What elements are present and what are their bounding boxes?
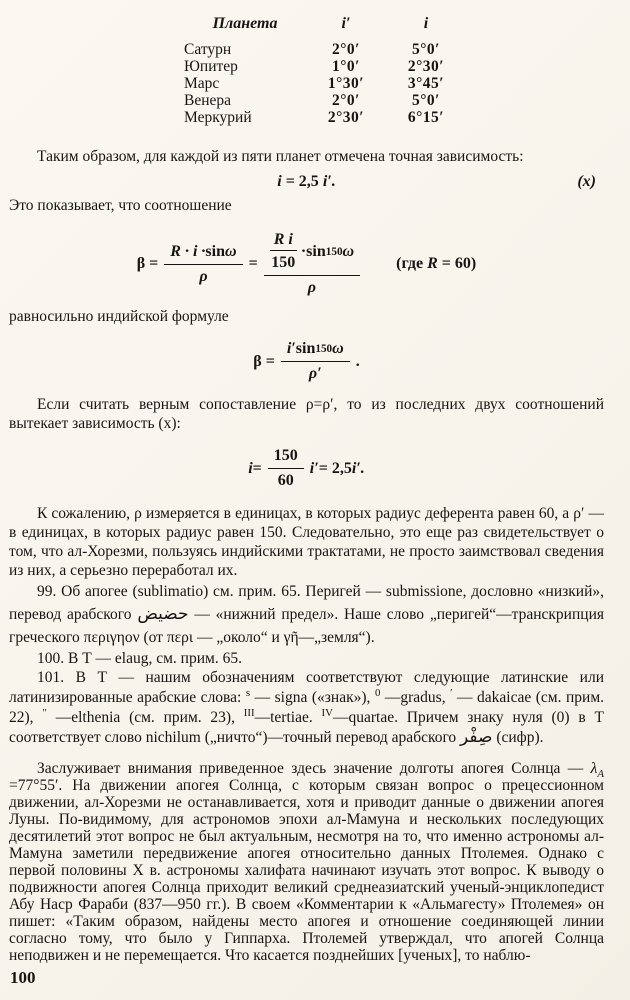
table-header-i-prime: i′ xyxy=(341,15,351,32)
superscript-quartae: IV xyxy=(321,706,333,719)
superscript-dakaicae: ′ xyxy=(450,686,453,699)
math-function: sin xyxy=(205,242,225,260)
paragraph-equivalent-indian: равносильно индийской формуле xyxy=(9,308,229,325)
i-value: 6°15′ xyxy=(407,109,445,126)
i-value: 5°0′ xyxy=(411,92,441,109)
table-row xyxy=(184,59,466,76)
superscript-gradus: 0 xyxy=(374,686,381,699)
fraction xyxy=(268,447,304,490)
table-header-planet: Планета xyxy=(212,15,278,32)
denominator: ρ xyxy=(307,279,317,296)
table-row xyxy=(184,110,466,127)
equation-i-relation xyxy=(9,447,604,490)
equation-beta-expanded xyxy=(9,231,604,297)
equation-condition xyxy=(396,255,476,273)
math-text: = 2,5 xyxy=(318,459,352,477)
math-function: sin xyxy=(306,242,326,260)
denominator: 150 xyxy=(271,254,296,271)
fraction xyxy=(264,231,360,297)
planet-inclination-table xyxy=(184,16,466,127)
greek-word-peri: περι xyxy=(166,629,194,646)
numerator xyxy=(264,231,360,276)
paragraph-unfortunately: К сожалению, ρ измеряется в единицах, в которых радиус деферента равен 60, а ρ′ — в единицах, в которых радиус равен 150. Следовательно, это еще раз свидетельствует о том, что ал-Хорезми, пользуясь индийскими трактатами, не просто заимствовал сведения из них, а серьезно переработал их. xyxy=(9,505,604,579)
i-value: 5°0′ xyxy=(411,41,441,58)
superscript-signa: s xyxy=(245,686,251,699)
planet-name: Марс xyxy=(184,75,220,92)
numerator: R i xyxy=(270,231,297,251)
numerator xyxy=(164,243,242,265)
denominator: ρ′ xyxy=(308,365,322,382)
nested-fraction xyxy=(270,231,297,272)
table-row xyxy=(184,42,466,59)
note-101-text: —tertiae. xyxy=(254,709,322,726)
denominator: 60 xyxy=(277,472,294,489)
note-99-text: (от xyxy=(139,629,167,646)
math-lhs: β = xyxy=(253,352,275,370)
paragraph-if-rho-equal: Если считать верным сопоставление ρ=ρ′, то из последних двух соотношений вытекает зависимость (x): xyxy=(9,396,604,432)
note-101-text: 101. В Т — нашим обозначениям соответствуют следующие латинские или латинизированные арабские слова: xyxy=(9,669,604,706)
planet-name: Юпитер xyxy=(184,58,238,75)
superscript-tertiae: III xyxy=(243,706,255,719)
i-prime-value: 2°0′ xyxy=(331,92,361,109)
greek-word-perigeon: περιγηον xyxy=(83,629,140,646)
table-header-row xyxy=(184,16,466,42)
math-term: · sin 150 ω xyxy=(300,242,355,260)
note-99-text: 99. Об апогее (sublimatio) см. прим. 65. Перигей — submissione, дословно «низкий», перевод арабского xyxy=(9,583,604,623)
i-value: 3°45′ xyxy=(407,75,445,92)
equation-x-label: (x) xyxy=(577,173,596,190)
equation-beta-indian xyxy=(9,340,604,383)
equation-x xyxy=(9,173,604,191)
math-var: i′ xyxy=(286,340,296,357)
numerator: i′ sin 150 ω xyxy=(281,340,350,362)
math-var: R · i · xyxy=(170,242,206,260)
planet-name: Меркурий xyxy=(184,109,252,126)
lambda-subscript-A: А xyxy=(597,768,604,781)
numerator: 150 xyxy=(268,447,304,469)
i-prime-value: 2°30′ xyxy=(327,109,365,126)
superscript-elthenia: ″ xyxy=(42,706,47,719)
math-var: i′. xyxy=(322,173,336,190)
table-header-i: i xyxy=(423,15,429,32)
math-period: . xyxy=(355,352,360,370)
math-text: = 2,5 xyxy=(281,173,323,190)
i-prime-value: 2°0′ xyxy=(331,41,361,58)
math-var: i xyxy=(248,459,253,477)
note-101-text: (сифр). xyxy=(492,729,544,746)
arabic-word-hadid: حضيض xyxy=(137,604,189,624)
planet-name: Сатурн xyxy=(184,41,232,58)
arabic-word-sifr: صِفْر xyxy=(460,727,493,747)
equation-x-body xyxy=(277,173,336,190)
denominator: ρ xyxy=(199,267,208,285)
final-text: Заслуживает внимания приведенное здесь значение долготы апогея Солнца — xyxy=(37,760,591,777)
math-var: ω xyxy=(342,242,355,260)
note-101-text: —gradus, xyxy=(380,689,451,706)
paragraph-dependency-intro: Таким образом, для каждой из пяти планет отмечена точная зависимость: xyxy=(37,148,524,165)
math-text: = 60) xyxy=(437,255,477,272)
i-value: 2°30′ xyxy=(407,58,445,75)
equals-sign: = xyxy=(252,459,262,477)
multiplication-dot: · xyxy=(300,242,307,260)
note-99-text: — «нижний предел». Наше слово „перигей“—транскрипция греческого xyxy=(9,606,604,646)
i-prime-value: 1°0′ xyxy=(331,58,361,75)
math-lhs: β = xyxy=(136,255,159,272)
page-number: 100 xyxy=(10,968,36,987)
math-var: i′ xyxy=(309,459,319,477)
table-row xyxy=(184,76,466,93)
note-99 xyxy=(9,580,604,649)
note-99-text: —„земля“). xyxy=(298,629,375,646)
i-prime-value: 1°30′ xyxy=(327,75,365,92)
planet-name: Венера xyxy=(184,92,232,109)
math-var: ω xyxy=(225,242,237,260)
note-99-text: — „около“ и xyxy=(193,629,284,646)
greek-word-ge: γῆ xyxy=(283,629,299,646)
note-101-text: —quartae. Причем знаку нуля (0) в Т соответствует слово nichilum („ничто“)—точный перевод арабского xyxy=(9,709,604,746)
fraction xyxy=(164,243,242,286)
note-101-text: — signa («знак»), xyxy=(250,689,375,706)
table-row xyxy=(184,93,466,110)
equals-sign: = xyxy=(248,255,258,272)
math-var: i′. xyxy=(351,459,365,477)
note-100: 100. В Т — elaug, см. прим. 65. xyxy=(37,650,242,667)
lambda-symbol: λ xyxy=(590,760,598,777)
paragraph-this-shows: Это показывает, что соотношение xyxy=(9,197,232,214)
final-text: =77°55′. На движении апогея Солнца, с которым связан вопрос о прецессионном движении, ал-Хорезми не останавливается, хотя и приводит данные о движении апогея Луны. По-видимому, для астрономов эпохи ал-Мамуна и нескольких последующих десятилетий этот вопрос не был актуальным, несмотря на то, что именно астрономы ал-Мамуна заметили передвижение апогея относительно данных Птолемея. Однако с первой половины X в. астрономы халифата начинают изучать этот вопрос. К выводу о подвижности апогея Солнца приходит великий среднеазиатский ученый-энциклопедист Абу Наср Фараби (837—950 гг.). В своем «Комментарии к «Альмагесту» Птолемея» он пишет: «Таким образом, найдены место апогея и отношение соединяющей линии согласно тому, что было у Гиппарха. Птолемей утверждал, что апогей Солнца неподвижен и не перемещается. Что касается позднейших [ученых], то наблю- xyxy=(9,777,604,964)
math-var: ω xyxy=(332,340,344,357)
math-var: i xyxy=(277,173,282,190)
note-101-text: — dakaicae (см. прим. 22), xyxy=(9,689,605,726)
math-var: R xyxy=(427,255,438,272)
fraction xyxy=(281,340,350,383)
note-101-text: —elthenia (см. прим. 23), xyxy=(46,709,244,726)
note-101 xyxy=(9,668,604,748)
paragraph-apogee-discussion xyxy=(9,760,604,964)
math-text: (где xyxy=(396,255,428,272)
math-function: sin xyxy=(295,340,316,357)
